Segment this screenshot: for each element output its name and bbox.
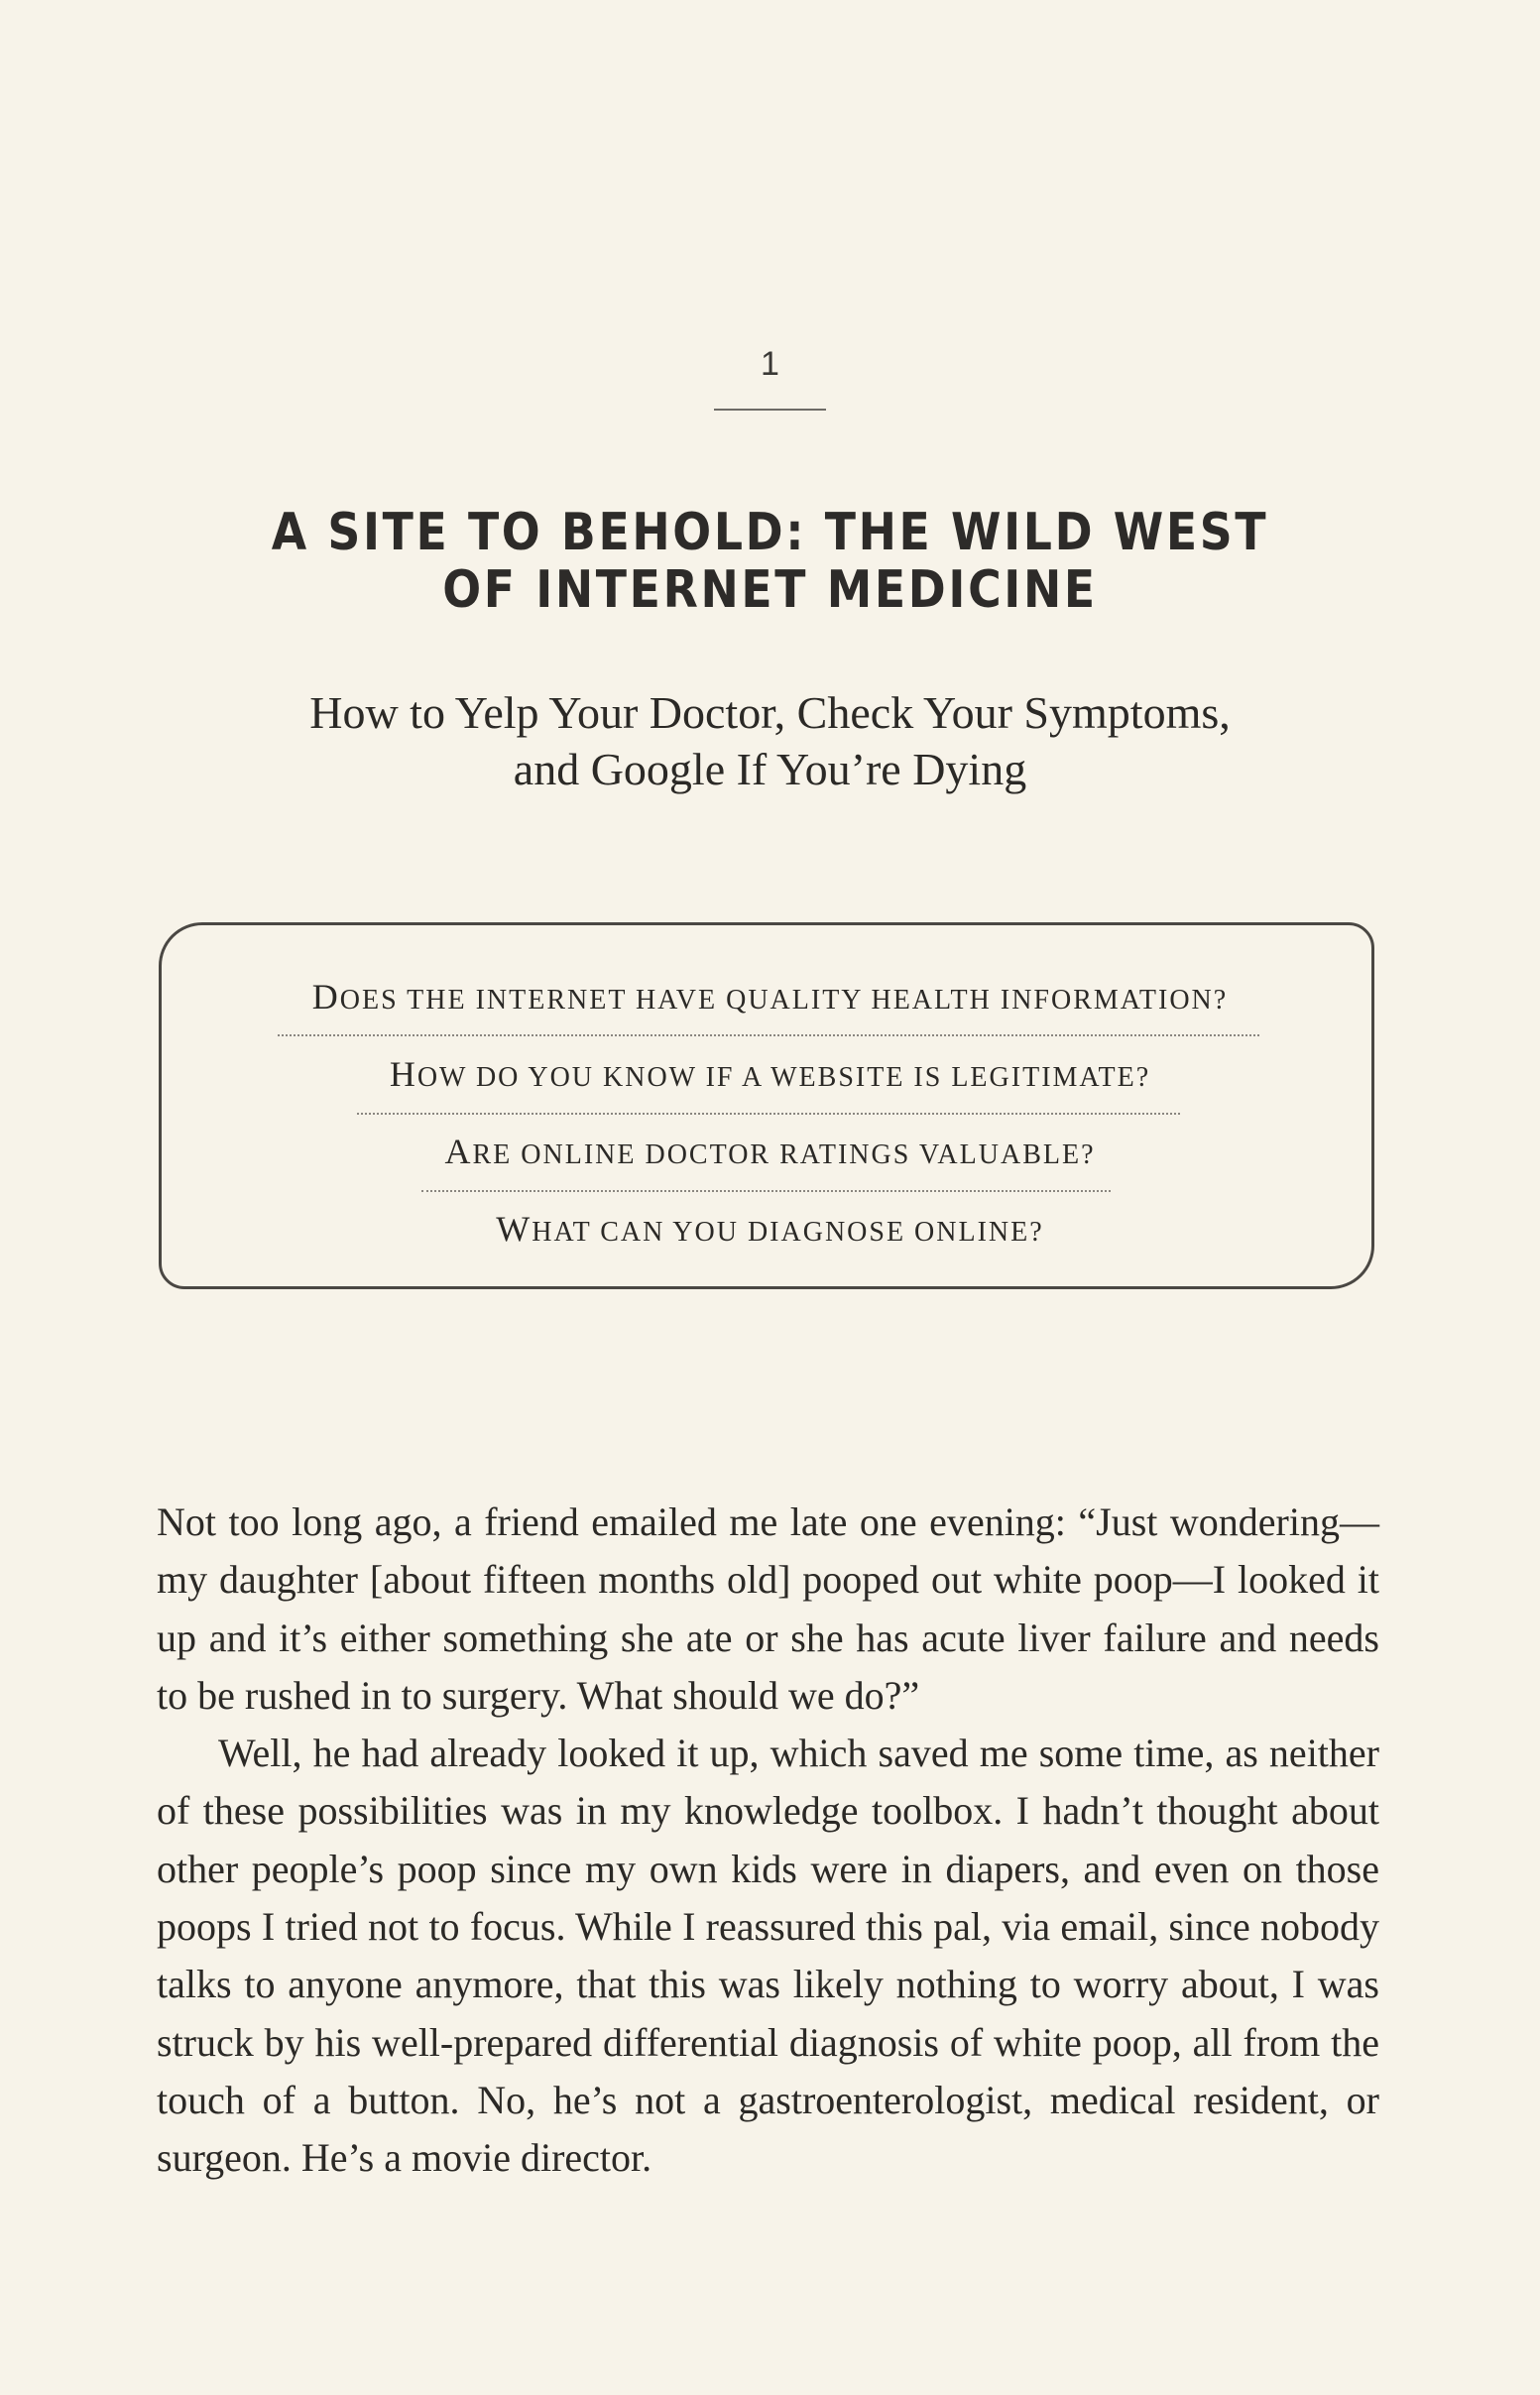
question-item: HOW DO YOU KNOW IF A WEBSITE IS LEGITIMATE? xyxy=(389,1054,1151,1094)
chapter-subtitle xyxy=(0,684,1540,797)
question-item: DOES THE INTERNET HAVE QUALITY HEALTH INFORMATION? xyxy=(311,977,1229,1017)
question-separator xyxy=(421,1190,1111,1192)
chapter-title-line-1: A SITE TO BEHOLD: THE WILD WEST xyxy=(271,503,1269,562)
chapter-subtitle-line-2: and Google If You’re Dying xyxy=(513,744,1027,794)
question-separator xyxy=(278,1034,1259,1036)
chapter-number: 1 xyxy=(761,345,779,383)
chapter-rule xyxy=(714,409,826,411)
chapter-body xyxy=(157,1494,1379,2188)
chapter-title xyxy=(92,504,1448,619)
question-item: ARE ONLINE DOCTOR RATINGS VALUABLE? xyxy=(444,1132,1096,1171)
chapter-subtitle-line-1: How to Yelp Your Doctor, Check Your Symptoms, xyxy=(309,687,1231,738)
question-separator xyxy=(357,1113,1180,1115)
body-paragraph: Well, he had already looked it up, which saved me some time, as neither of these possibilities was in my knowledge toolbox. I hadn’t thought about other people’s poop since my own kids were in diapers, and even on those poops I tried not to focus. While I reassured this pal, via email, since nobody talks to anyone anymore, that this was likely nothing to worry about, I was struck by his well-prepared differential diagnosis of white poop, all from the touch of a button. No, he’s not a gastroenterologist, medical resident, or surgeon. He’s a movie director. xyxy=(157,1731,1379,2181)
question-item: WHAT CAN YOU DIAGNOSE ONLINE? xyxy=(496,1209,1044,1249)
body-paragraph: Not too long ago, a friend emailed me late one evening: “Just wondering—my daughter [about fifteen months old] pooped out white poop—I looked it up and it’s either something she ate or she has acute liver failure and needs to be rushed in to surgery. What should we do?” xyxy=(157,1499,1379,1718)
chapter-title-line-2: OF INTERNET MEDICINE xyxy=(442,560,1098,620)
